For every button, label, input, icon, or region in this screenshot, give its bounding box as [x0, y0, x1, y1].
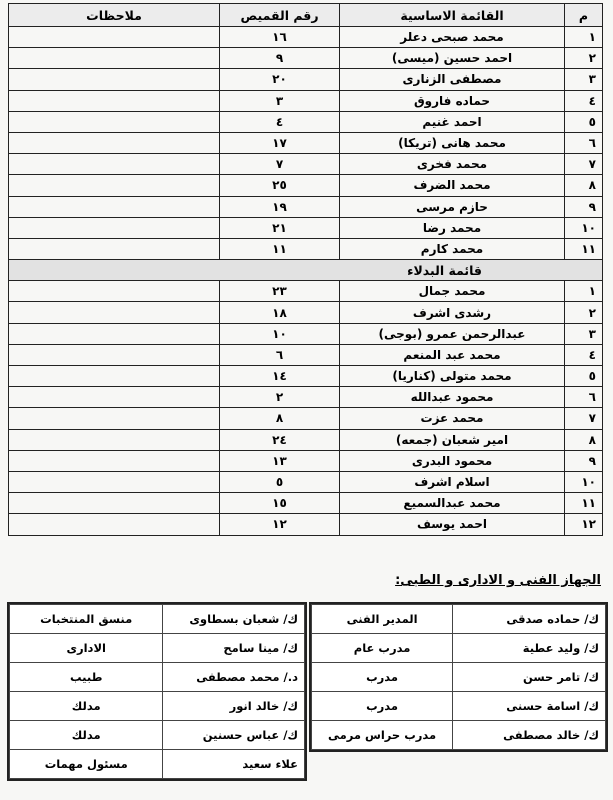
staff-box-technical: [309, 602, 608, 752]
table-row: [9, 493, 603, 514]
table-row: [9, 196, 603, 217]
player-number: ١: [565, 27, 603, 48]
player-name: محمد هانى (تريكا): [340, 132, 565, 153]
player-number: ٤: [565, 90, 603, 111]
table-row: [9, 450, 603, 471]
notes-cell: [9, 366, 220, 387]
staff-row: [312, 721, 606, 750]
player-name: مصطفى الزنارى: [340, 69, 565, 90]
table-row: [9, 471, 603, 492]
staff-role: الادارى: [10, 634, 163, 663]
notes-cell: [9, 196, 220, 217]
staff-name: ك/ خالد انور: [163, 692, 305, 721]
notes-cell: [9, 154, 220, 175]
staff-role: المدير الفنى: [312, 605, 453, 634]
notes-cell: [9, 302, 220, 323]
shirt-number: ٢: [220, 387, 340, 408]
player-number: ١: [565, 281, 603, 302]
shirt-number: ١٠: [220, 323, 340, 344]
shirt-number: ١٤: [220, 366, 340, 387]
player-name: حازم مرسى: [340, 196, 565, 217]
player-number: ١١: [565, 238, 603, 259]
table-row: [9, 387, 603, 408]
staff-name: ك/ عباس حسنين: [163, 721, 305, 750]
player-name: عبدالرحمن عمرو (بوجى): [340, 323, 565, 344]
staff-row: [312, 605, 606, 634]
notes-cell: [9, 344, 220, 365]
shirt-number: ١٨: [220, 302, 340, 323]
player-name: حماده فاروق: [340, 90, 565, 111]
notes-cell: [9, 429, 220, 450]
player-name: اسلام اشرف: [340, 471, 565, 492]
staff-name: علاء سعيد: [163, 750, 305, 779]
shirt-number: ١٩: [220, 196, 340, 217]
notes-cell: [9, 387, 220, 408]
notes-cell: [9, 281, 220, 302]
table-row: [9, 302, 603, 323]
table-row: [9, 27, 603, 48]
notes-cell: [9, 408, 220, 429]
staff-row: [10, 750, 305, 779]
staff-row: [10, 634, 305, 663]
player-number: ٥: [565, 366, 603, 387]
header-shirt: رقم القميص: [220, 4, 340, 27]
staff-name: ك/ حماده صدقى: [453, 605, 606, 634]
player-name: محمد صبحى دعلر: [340, 27, 565, 48]
player-name: محمد عزت: [340, 408, 565, 429]
subs-title: قائمة البدلاء: [9, 260, 603, 281]
staff-name: ك/ تامر حسن: [453, 663, 606, 692]
notes-cell: [9, 493, 220, 514]
staff-name: ك/ اسامة حسنى: [453, 692, 606, 721]
staff-row: [312, 692, 606, 721]
staff-box-admin: [7, 602, 307, 781]
subs-list: [9, 281, 603, 535]
notes-cell: [9, 90, 220, 111]
staff-role: منسق المنتخبات: [10, 605, 163, 634]
notes-cell: [9, 471, 220, 492]
notes-cell: [9, 238, 220, 259]
player-name: محمود البدرى: [340, 450, 565, 471]
header-notes: ملاحظات: [9, 4, 220, 27]
shirt-number: ٣: [220, 90, 340, 111]
shirt-number: ١٣: [220, 450, 340, 471]
notes-cell: [9, 69, 220, 90]
staff-name: د./ محمد مصطفى: [163, 663, 305, 692]
notes-cell: [9, 132, 220, 153]
notes-cell: [9, 175, 220, 196]
table-row: [9, 132, 603, 153]
staff-name: ك/ شعبان بسطاوى: [163, 605, 305, 634]
staff-role: مدرب عام: [312, 634, 453, 663]
staff-role: مدرب حراس مرمى: [312, 721, 453, 750]
player-number: ٨: [565, 429, 603, 450]
staff-row: [10, 721, 305, 750]
shirt-number: ٦: [220, 344, 340, 365]
staff-role: مسئول مهمات: [10, 750, 163, 779]
table-row: [9, 429, 603, 450]
table-row: [9, 281, 603, 302]
notes-cell: [9, 217, 220, 238]
player-name: احمد حسين (ميسى): [340, 48, 565, 69]
player-name: احمد غنيم: [340, 111, 565, 132]
shirt-number: ١٥: [220, 493, 340, 514]
notes-cell: [9, 514, 220, 535]
table-row: [9, 90, 603, 111]
player-name: احمد يوسف: [340, 514, 565, 535]
shirt-number: ٤: [220, 111, 340, 132]
subs-title-row: [9, 260, 603, 281]
staff-name: ك/ مينا سامح: [163, 634, 305, 663]
shirt-number: ١٦: [220, 27, 340, 48]
staff-row: [10, 605, 305, 634]
table-row: [9, 238, 603, 259]
roster-table: [8, 3, 603, 536]
player-name: محمد رضا: [340, 217, 565, 238]
staff-role: طبيب: [10, 663, 163, 692]
shirt-number: ١٢: [220, 514, 340, 535]
player-number: ٢: [565, 48, 603, 69]
player-number: ٦: [565, 132, 603, 153]
player-number: ١٢: [565, 514, 603, 535]
staff-role: مدلك: [10, 721, 163, 750]
player-number: ٧: [565, 408, 603, 429]
player-name: محمد عبدالسميع: [340, 493, 565, 514]
player-number: ٧: [565, 154, 603, 175]
shirt-number: ٩: [220, 48, 340, 69]
table-row: [9, 69, 603, 90]
staff-name: ك/ خالد مصطفى: [453, 721, 606, 750]
player-name: رشدى اشرف: [340, 302, 565, 323]
subs-section: [9, 260, 603, 281]
staff-role: مدلك: [10, 692, 163, 721]
notes-cell: [9, 450, 220, 471]
player-number: ٥: [565, 111, 603, 132]
shirt-number: ٢١: [220, 217, 340, 238]
player-name: محمد الضرف: [340, 175, 565, 196]
table-row: [9, 217, 603, 238]
notes-cell: [9, 111, 220, 132]
staff-title: الجهاز الفنى و الادارى و الطبى:: [395, 573, 601, 588]
shirt-number: ٨: [220, 408, 340, 429]
staff-row: [312, 663, 606, 692]
player-number: ١٠: [565, 217, 603, 238]
main-list: [9, 27, 603, 260]
player-name: امير شعبان (جمعه): [340, 429, 565, 450]
player-number: ٤: [565, 344, 603, 365]
player-number: ٨: [565, 175, 603, 196]
header-name: القائمة الاساسية: [340, 4, 565, 27]
table-row: [9, 175, 603, 196]
staff-role: مدرب: [312, 692, 453, 721]
player-name: محمد جمال: [340, 281, 565, 302]
player-number: ٣: [565, 69, 603, 90]
player-number: ٩: [565, 196, 603, 217]
shirt-number: ٧: [220, 154, 340, 175]
notes-cell: [9, 323, 220, 344]
player-number: ١١: [565, 493, 603, 514]
table-row: [9, 48, 603, 69]
table-row: [9, 344, 603, 365]
table-row: [9, 154, 603, 175]
table-row: [9, 366, 603, 387]
staff-role: مدرب: [312, 663, 453, 692]
shirt-number: ١٧: [220, 132, 340, 153]
player-name: محمد فخرى: [340, 154, 565, 175]
staff-row: [10, 663, 305, 692]
shirt-number: ٢٣: [220, 281, 340, 302]
shirt-number: ١١: [220, 238, 340, 259]
player-number: ٩: [565, 450, 603, 471]
notes-cell: [9, 27, 220, 48]
staff-name: ك/ وليد عطية: [453, 634, 606, 663]
table-row: [9, 111, 603, 132]
player-number: ٣: [565, 323, 603, 344]
player-name: محمود عبدالله: [340, 387, 565, 408]
player-number: ٦: [565, 387, 603, 408]
table-row: [9, 514, 603, 535]
shirt-number: ٢٤: [220, 429, 340, 450]
player-number: ١٠: [565, 471, 603, 492]
shirt-number: ٢٠: [220, 69, 340, 90]
player-name: محمد كارم: [340, 238, 565, 259]
notes-cell: [9, 48, 220, 69]
player-number: ٢: [565, 302, 603, 323]
table-row: [9, 323, 603, 344]
roster-header-row: [9, 4, 603, 27]
player-name: محمد عبد المنعم: [340, 344, 565, 365]
staff-row: [10, 692, 305, 721]
player-name: محمد متولى (كناريا): [340, 366, 565, 387]
staff-row: [312, 634, 606, 663]
shirt-number: ٢٥: [220, 175, 340, 196]
table-row: [9, 408, 603, 429]
header-num: م: [565, 4, 603, 27]
shirt-number: ٥: [220, 471, 340, 492]
